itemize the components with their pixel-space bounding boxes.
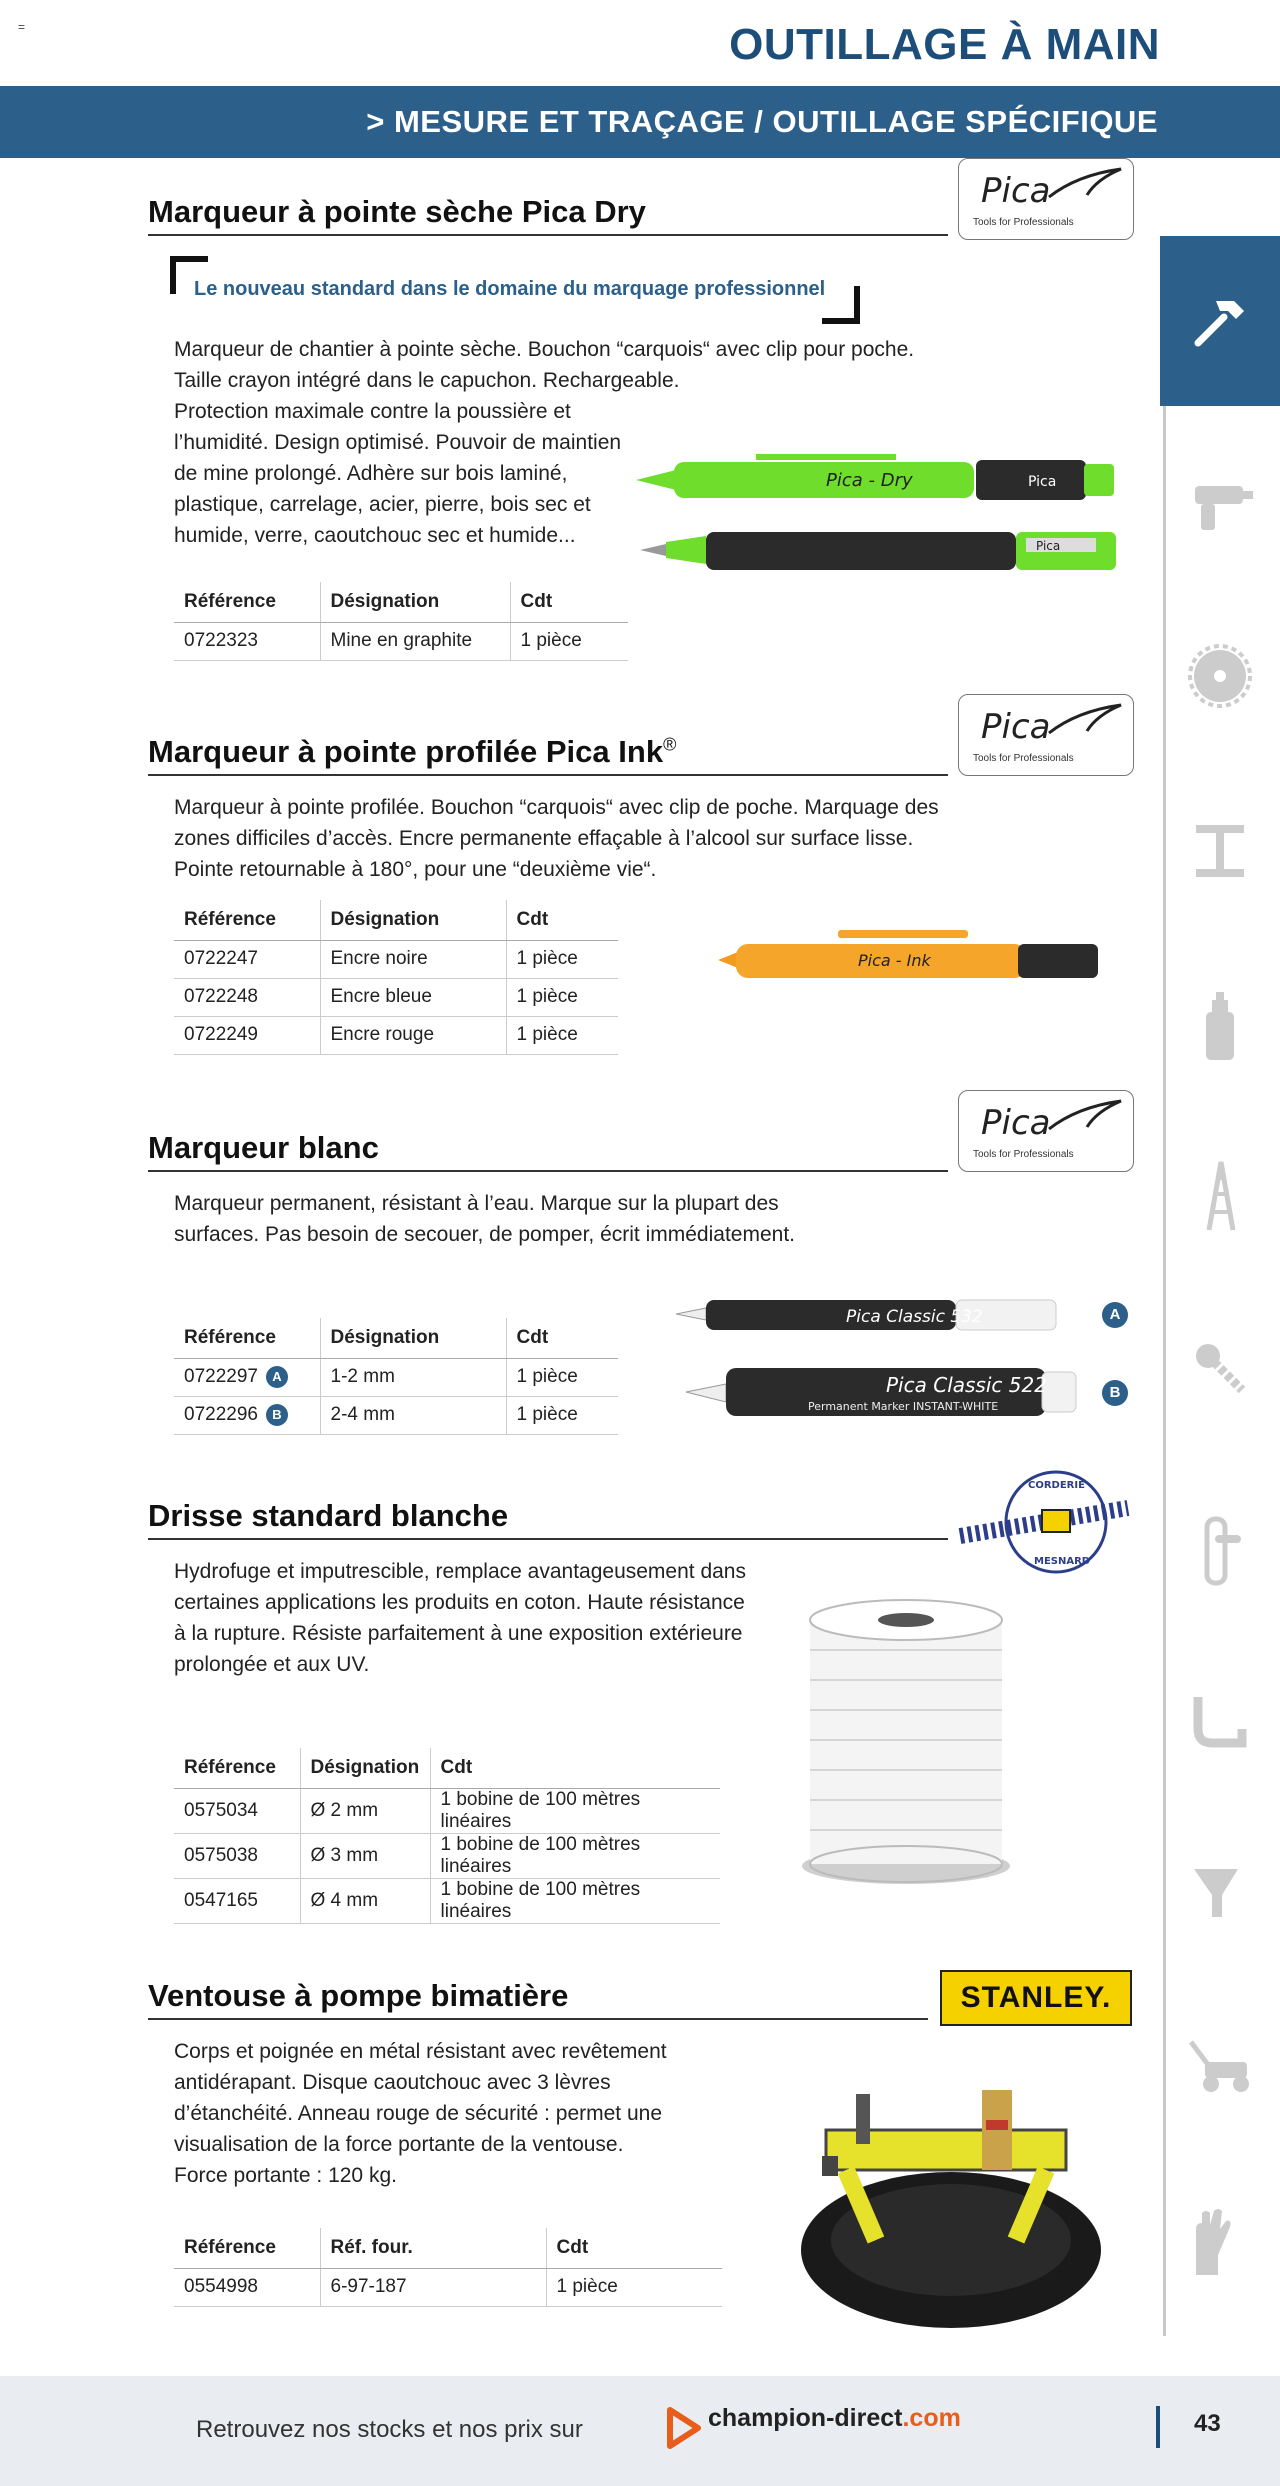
description-pica-ink: Marqueur à pointe profilée. Bouchon “carquois“ avec clip de poche. Marquage des zones difficiles d’accès. Encre permanente effaçable à l’alcool sur surface lisse. Pointe retournable à 180°, pour une “deuxième vie“. xyxy=(174,796,939,881)
callout-box xyxy=(170,256,860,324)
beam-icon[interactable] xyxy=(1184,815,1256,887)
badge-b: B xyxy=(266,1404,288,1426)
pica-ink-label: Pica - Ink xyxy=(858,951,931,970)
footer xyxy=(0,2376,1280,2486)
table-header: Référence Désignation Cdt xyxy=(174,1748,720,1788)
pica-bird-icon xyxy=(1047,701,1127,735)
table-pica-dry xyxy=(174,582,628,661)
pipe-icon[interactable] xyxy=(1184,1685,1256,1757)
rope-spool-image xyxy=(796,1590,1016,1890)
pica-ink-marker-image xyxy=(718,922,1118,1002)
table-drisse xyxy=(174,1748,720,1924)
pica-logo-text: Pica xyxy=(981,1103,1051,1143)
table-row: 0722296 B 2-4 mm 1 pièce xyxy=(174,1396,618,1434)
pica-tagline: Tools for Professionals xyxy=(973,753,1074,764)
table-ventouse xyxy=(174,2228,722,2307)
hammer-icon[interactable] xyxy=(1184,285,1256,357)
section-divider xyxy=(148,2018,928,2020)
page-title: OUTILLAGE À MAIN xyxy=(729,20,1160,69)
pica-tagline: Tools for Professionals xyxy=(973,217,1074,228)
description-marqueur-blanc: Marqueur permanent, résistant à l’eau. Marque sur la plupart des surfaces. Pas besoin de secouer, de pomper, écrit immédiatement. xyxy=(174,1192,795,1246)
pica-dry-marker-image xyxy=(636,452,1136,588)
category-banner xyxy=(0,86,1280,158)
footer-text: Retrouvez nos stocks et nos prix sur xyxy=(196,2416,583,2443)
pica-dry-label: Pica - Dry xyxy=(826,470,913,491)
table-row: 0722247 Encre noire 1 pièce xyxy=(174,940,618,978)
ladder-icon[interactable] xyxy=(1184,1160,1256,1232)
table-row: 0575034 Ø 2 mm 1 bobine de 100 mètres linéaires xyxy=(174,1788,720,1833)
screw-icon[interactable] xyxy=(1184,1330,1256,1402)
pica-tagline: Tools for Professionals xyxy=(973,1149,1074,1160)
mesnard-top-text: CORDERIE xyxy=(1028,1480,1085,1491)
table-row: 0575038 Ø 3 mm 1 bobine de 100 mètres linéaires xyxy=(174,1833,720,1878)
callout-text: Le nouveau standard dans le domaine du marquage professionnel xyxy=(194,278,826,300)
top-mark: = xyxy=(18,20,26,34)
pica-bird-icon xyxy=(1047,1097,1127,1131)
table-row: 0554998 6-97-187 1 pièce xyxy=(174,2268,722,2306)
section-divider xyxy=(148,774,948,776)
table-header: Référence Désignation Cdt xyxy=(174,582,628,622)
table-marqueur-blanc xyxy=(174,1318,618,1435)
table-row: 0547165 Ø 4 mm 1 bobine de 100 mètres linéaires xyxy=(174,1878,720,1923)
section-title-drisse: Drisse standard blanche xyxy=(148,1498,509,1533)
section-divider xyxy=(148,234,948,236)
badge-a: A xyxy=(266,1366,288,1388)
white-marker-b-label: Pica Classic 522 xyxy=(886,1373,1047,1397)
section-title-marqueur-blanc: Marqueur blanc xyxy=(148,1130,379,1165)
table-row: 0722323 Mine en graphite 1 pièce xyxy=(174,622,628,660)
section-divider xyxy=(148,1538,948,1540)
section-title-pica-dry: Marqueur à pointe sèche Pica Dry xyxy=(148,194,646,229)
description-drisse: Hydrofuge et imputrescible, remplace avantageusement dans certaines applications les produits en coton. Haute résistance à la rupture. Résiste parfaitement à une exposition extérieure prolongée et aux UV. xyxy=(174,1560,746,1676)
pica-logo xyxy=(958,158,1134,240)
description-pica-dry: Marqueur de chantier à pointe sèche. Bouchon “carquois“ avec clip pour poche. Taille crayon intégré dans le capuchon. Rechargeable. Protection maximale contre la poussière et l’humidité. Design optimisé. Pouvoir de maintien de mine prolongé. Adhère sur bois laminé, plastique, carrelage, acier, pierre, bois sec et humide, verre, caoutchouc sec et humide... xyxy=(174,338,915,547)
footer-separator xyxy=(1156,2406,1160,2448)
pica-dry-cap-label: Pica xyxy=(1028,474,1057,490)
pica-dry-cap-label-2: Pica xyxy=(1036,539,1061,553)
white-marker-b-sub: Permanent Marker INSTANT-WHITE xyxy=(808,1400,999,1413)
pica-logo-text: Pica xyxy=(981,707,1051,747)
drill-icon[interactable] xyxy=(1184,470,1256,542)
suction-cup-image xyxy=(786,2060,1116,2330)
stanley-logo: STANLEY. xyxy=(940,1970,1132,2026)
section-title-pica-ink: Marqueur à pointe profilée Pica Ink® xyxy=(148,734,677,769)
table-header: Référence Désignation Cdt xyxy=(174,900,618,940)
pica-logo xyxy=(958,1090,1134,1172)
spray-can-icon[interactable] xyxy=(1184,990,1256,1062)
table-row: 0722248 Encre bleue 1 pièce xyxy=(174,978,618,1016)
badge-a: A xyxy=(1102,1302,1128,1328)
sidebar-line xyxy=(1163,236,1166,2336)
table-pica-ink xyxy=(174,900,618,1055)
pica-logo-text: Pica xyxy=(981,171,1051,211)
badge-b: B xyxy=(1102,1380,1128,1406)
page-number: 43 xyxy=(1194,2410,1221,2437)
white-marker-a-label: Pica Classic 532 xyxy=(846,1307,983,1327)
door-handle-icon[interactable] xyxy=(1184,1515,1256,1587)
champion-direct-link[interactable]: champion-direct.com xyxy=(708,2404,961,2432)
pica-bird-icon xyxy=(1047,165,1127,199)
table-row: 0722249 Encre rouge 1 pièce xyxy=(174,1016,618,1054)
section-divider xyxy=(148,1170,948,1172)
pica-logo xyxy=(958,694,1134,776)
gloves-icon[interactable] xyxy=(1184,2205,1256,2277)
play-arrow-icon xyxy=(662,2406,702,2450)
corderie-mesnard-logo xyxy=(956,1464,1132,1582)
banner-text: > MESURE ET TRAÇAGE / OUTILLAGE SPÉCIFIQUE xyxy=(366,104,1158,139)
table-row: 0722297 A 1-2 mm 1 pièce xyxy=(174,1358,618,1396)
table-header: Référence Réf. four. Cdt xyxy=(174,2228,722,2268)
white-marker-image xyxy=(676,1292,1096,1432)
section-title-ventouse: Ventouse à pompe bimatière xyxy=(148,1978,569,2013)
funnel-icon[interactable] xyxy=(1184,1855,1256,1927)
description-ventouse: Corps et poignée en métal résistant avec revêtement antidérapant. Disque caoutchouc avec 3 lèvres d’étanchéité. Anneau rouge de sécurité : permet une visualisation de la force portante de la ventouse. Force portante : 120 kg. xyxy=(174,2040,667,2187)
table-header: Référence Désignation Cdt xyxy=(174,1318,618,1358)
saw-blade-icon[interactable] xyxy=(1184,640,1256,712)
mesnard-bottom-text: MESNARD xyxy=(1034,1556,1091,1567)
lawnmower-icon[interactable] xyxy=(1184,2030,1256,2102)
